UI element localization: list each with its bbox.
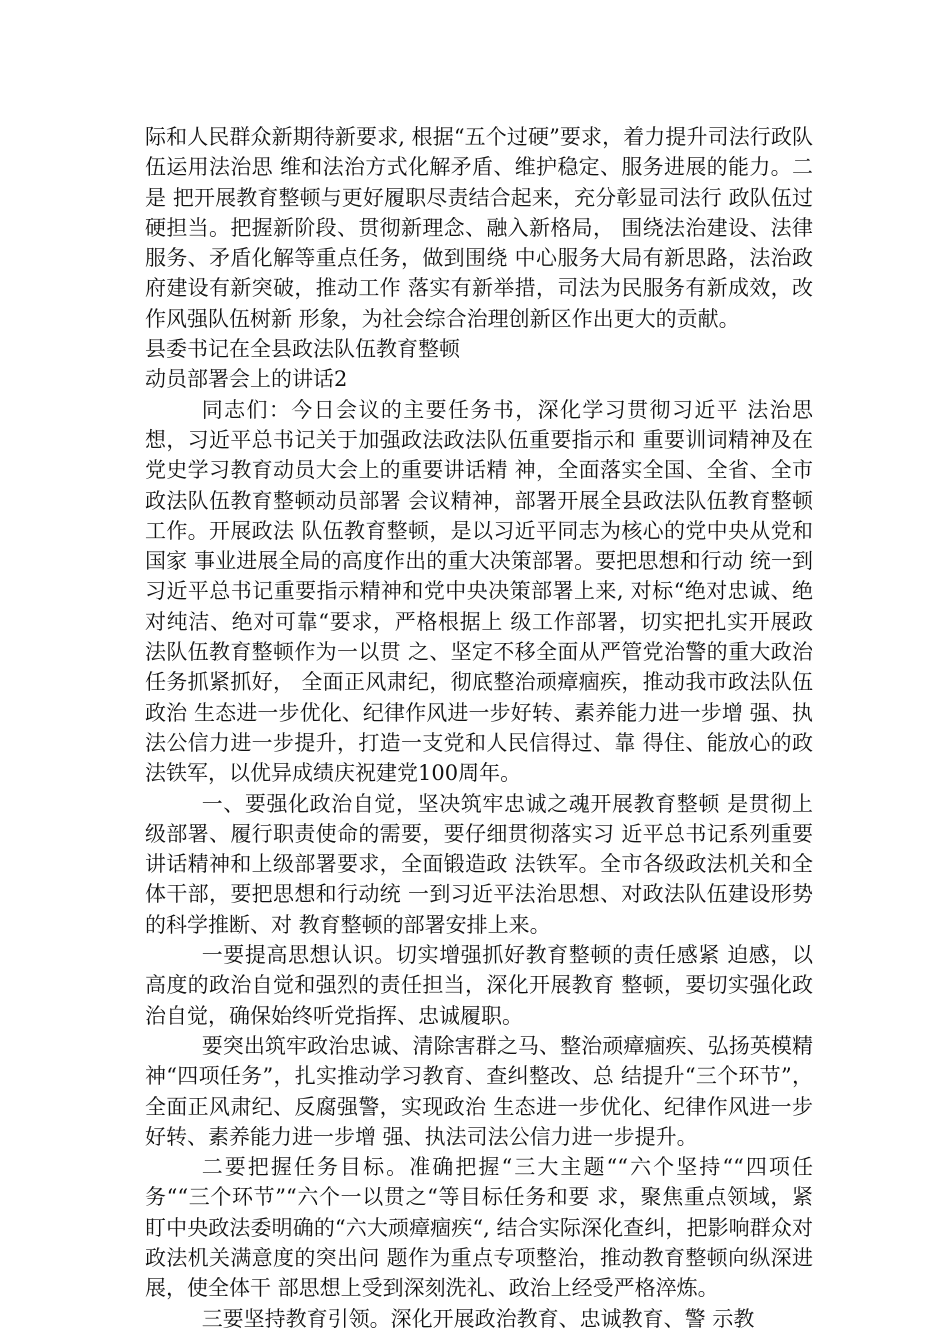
paragraph-opening: 同志们：今日会议的主要任务书，深化学习贯彻习近平 法治思想，习近平总书记关于加强政法政法队伍重要指示和 重要训词精神及在党史学习教育动员大会上的重要讲话精 神，全面落实全国、全省、全市政法队伍教育整顿动员部署 会议精神，部署开展全县政法队伍教育整顿工作。开展政法 队伍教育整顿，是以习近平同志为核心的党中央从党和国家 事业进展全局的高度作出的重大决策部署。要把思想和行动 统一到习近平总书记重要指示精神和党中央决策部署上来, 对标“绝对忠诚、绝对纯洁、绝对可靠“要求，严格根据上 级工作部署，切实把扎实开展政法队伍教育整顿作为一以贯 之、坚定不移全面从严管党治警的重大政治任务抓紧抓好， 全面正风肃纪，彻底整治顽瘴痼疾，推动我市政法队伍政治 生态进一步优化、纪律作风进一步好转、素养能力进一步增 强、执法公信力进一步提升，打造一支党和人民信得过、靠 得住、能放心的政法铁军，以优异成绩庆祝建党100周年。	[145, 397, 813, 786]
paragraph-point-two: 二要把握任务目标。准确把握“三大主题““六个坚持““四项任务““三个环节”“六个一以贯之“等目标任务和要 求，聚焦重点领域，紧盯中央政法委明确的“六大顽瘴痼疾“, 结合实际深化查纠，把影响群众对政法机关满意度的突出问 题作为重点专项整治，推动教育整顿向纵深进展，使全体干 部思想上受到深刻洗礼、政治上经受严格淬炼。	[145, 1155, 813, 1301]
document-body	[145, 122, 813, 1334]
paragraph-four-tasks: 要突出筑牢政治忠诚、清除害群之马、整治顽瘴痼疾、弘扬英模精神“四项任务”，扎实推动学习教育、查纠整改、总 结提升“三个环节”，全面正风肃纪、反腐强警，实现政治 生态进一步优化、纪律作风进一步好转、素养能力进一步增 强、执法司法公信力进一步提升。	[145, 1033, 813, 1149]
paragraph-point-three: 三要坚持教育引领。深化开展政治教育、忠诚教育、警 示教	[201, 1306, 755, 1331]
speech-title-line-2: 动员部署会上的讲话2	[145, 367, 348, 392]
speech-title-line-1: 县委书记在全县政法队伍教育整顿	[145, 337, 460, 362]
paragraph-continuation: 际和人民群众新期待新要求, 根据“五个过硬”要求，着力提升司法行政队伍运用法治思 维和法治方式化解矛盾、维护稳定、服务进展的能力。二是 把开展教育整顿与更好履职尽责结合起来，充分彰显司法行 政队伍过硬担当。把握新阶段、贯彻新理念、融入新格局， 围绕法治建设、法律服务、矛盾化解等重点任务，做到围绕 中心服务大局有新思路，法治政府建设有新突破，推动工作 落实有新举措，司法为民服务有新成效，改作风强队伍树新 形象，为社会综合治理创新区作出更大的贡献。	[145, 125, 813, 331]
paragraph-section-one: 一、要强化政治自觉，坚决筑牢忠诚之魂开展教育整顿 是贯彻上级部署、履行职责使命的需要，要仔细贯彻落实习 近平总书记系列重要讲话精神和上级部署要求，全面锻造政 法铁军。全市各级政法机关和全体干部，要把思想和行动统 一到习近平法治思想、对政法队伍建设形势的科学推断、对 教育整顿的部署安排上来。	[145, 791, 813, 937]
paragraph-point-one: 一要提高思想认识。切实增强抓好教育整顿的责任感紧 迫感，以高度的政治自觉和强烈的责任担当，深化开展教育 整顿，要切实强化政治自觉，确保始终听党指挥、忠诚履职。	[145, 943, 813, 1028]
